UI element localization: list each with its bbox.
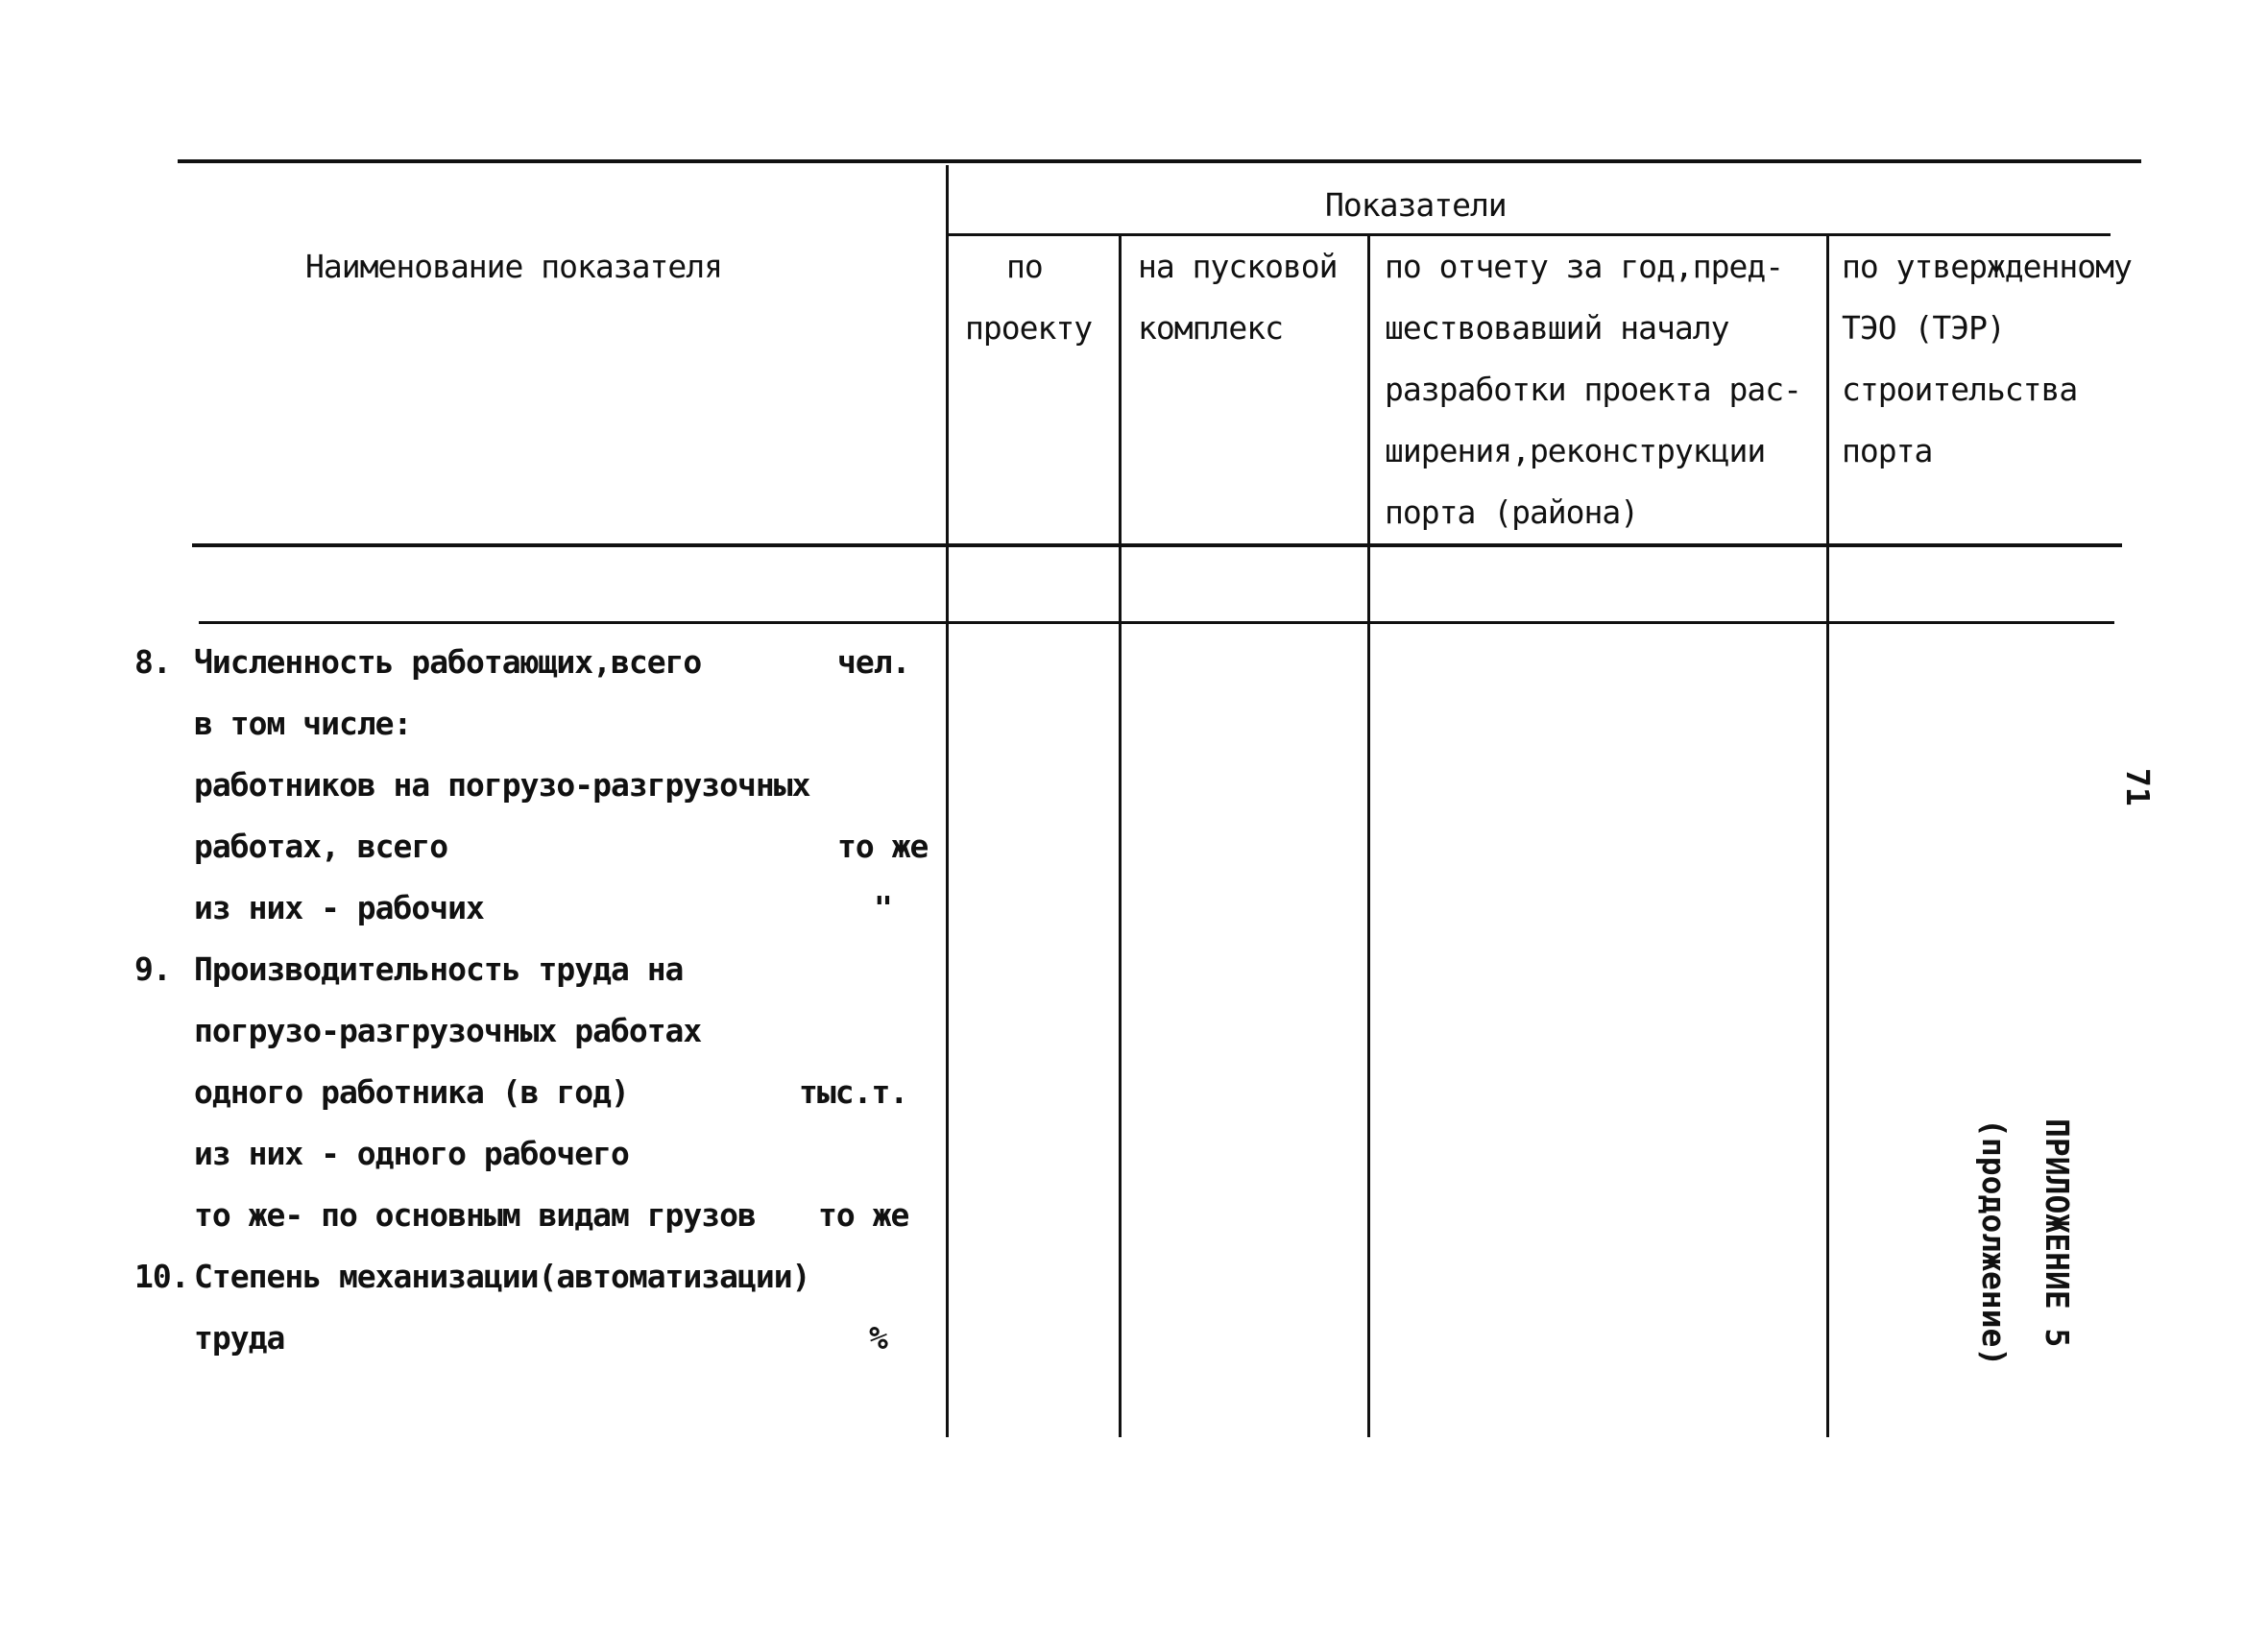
row-unit: тыс.т. [799, 1073, 908, 1111]
column-separator-1 [946, 165, 949, 1437]
row-label: работах, всего [194, 828, 448, 865]
row-label: погрузо-разгрузочных работах [194, 1012, 702, 1049]
appendix-subtitle: (продолжение) [1975, 1118, 2013, 1367]
row-unit: чел. [837, 643, 910, 681]
row-label: Степень механизации(автоматизации) [194, 1258, 810, 1295]
row-number: 8. [134, 643, 171, 681]
row-unit: то же [818, 1196, 909, 1234]
row-label: в том числе: [194, 705, 412, 742]
row-label: из них - рабочих [194, 889, 484, 926]
row-number: 10. [134, 1258, 189, 1295]
name-column-header: Наименование показателя [305, 248, 722, 285]
header-bottom-rule [192, 543, 2122, 547]
row-label: одного работника (в год) [194, 1073, 629, 1111]
table-top-rule [178, 159, 2141, 163]
row-label: то же- по основным видам грузов [194, 1196, 756, 1234]
row-label: работников на погрузо-разгрузочных [194, 766, 810, 804]
row-unit: " [874, 889, 892, 926]
column-separator-3 [1367, 235, 1370, 1437]
page-number: 71 [2119, 768, 2157, 806]
group-header-rule [949, 233, 2111, 236]
row-label: Численность работающих,всего [194, 643, 702, 681]
row-number: 9. [134, 950, 171, 988]
appendix-title: ПРИЛОЖЕНИЕ 5 [2039, 1118, 2076, 1348]
group-header: Показатели [1325, 186, 1507, 224]
column-separator-4 [1826, 235, 1829, 1437]
row-unit: % [869, 1319, 887, 1357]
row-label: из них - одного рабочего [194, 1135, 629, 1172]
column-separator-2 [1119, 235, 1122, 1437]
row-unit: то же [837, 828, 929, 865]
row-label: Производительность труда на [194, 950, 684, 988]
row-label: труда [194, 1319, 285, 1357]
